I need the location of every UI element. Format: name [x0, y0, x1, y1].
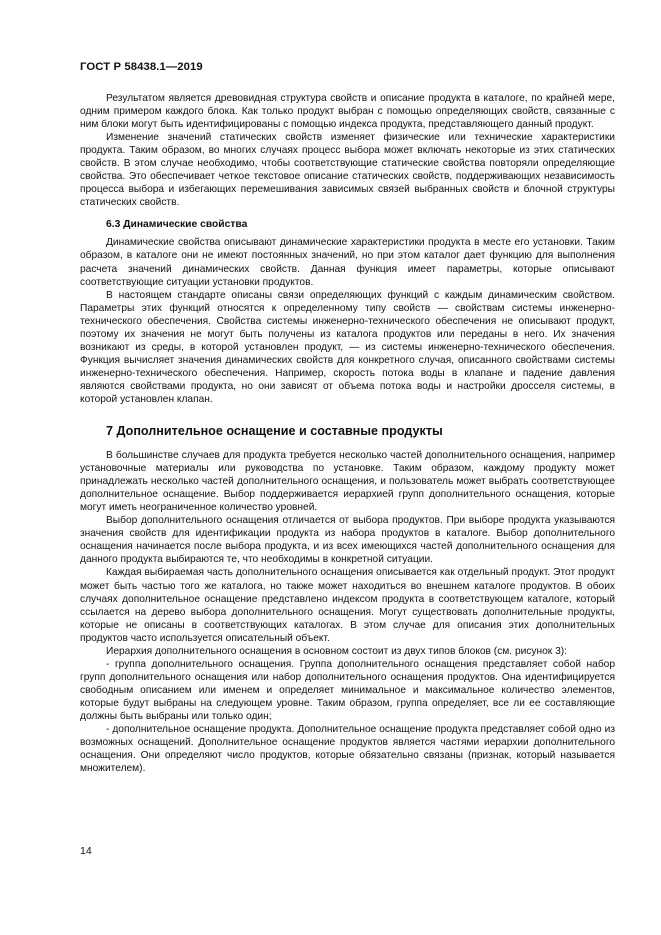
- page-content: [80, 92, 615, 775]
- list-item: - группа дополнительного оснащения. Группа дополнительного оснащения представляет собой набор групп дополнительного оснащения или набор дополнительного оснащения продуктов. Она идентифицируется свободным описанием или именем и определяет минимальное и максимальное количество элементов, которые будут выбраны на следующем уровне. Таким образом, группа определяет, все ли ее составляющие должны быть выбраны или только один;: [80, 658, 615, 722]
- paragraph: Изменение значений статических свойств изменяет физические или технические характеристики продукта. Таким образом, во многих случаях процесс выбора может включать некоторые из этих статических свойств. В этом случае необходимо, чтобы соответствующие статические свойства повторяли определяющие свойства. Это обеспечивает четкое текстовое описание статических свойств, поддерживающих независимость процесса выбора и избегающих перемешивания зависимых связей выбранных свойств и блочной структуры статических свойств.: [80, 132, 615, 209]
- paragraph: В большинстве случаев для продукта требуется несколько частей дополнительного оснащения, например установочные материалы или руководства по установке. Таким образом, каждому продукту может принадлежать несколько частей дополнительного оснащения, и пользователь может выбрать соответствующее дополнительное оснащение. Выбор поддерживается иерархией групп дополнительного оснащения, которые могут иметь неограниченное количество уровней.: [80, 450, 615, 514]
- page-number: 14: [80, 845, 92, 857]
- document-header: ГОСТ Р 58438.1—2019: [80, 61, 203, 73]
- paragraph: Результатом является древовидная структура свойств и описание продукта в каталоге, по крайней мере, одним примером каждого блока. Как только продукт выбран с помощью определяющих свойств, связанные с ним блоки могут быть идентифицированы с помощью индекса продукта, представляющего данный продукт.: [80, 93, 615, 131]
- section-heading-6-3: 6.3 Динамические свойства: [106, 219, 248, 231]
- paragraph: Динамические свойства описывают динамические характеристики продукта в месте его установки. Таким образом, в каталоге они не имеют постоянных значений, но при этом каталог дает функцию для выполнения расчета значений динамических свойств. Данная функция имеет параметры, которые описывают соответствующие ситуации установки продуктов.: [80, 237, 615, 288]
- paragraph: Каждая выбираемая часть дополнительного оснащения описывается как отдельный продукт. Этот продукт может быть частью того же каталога, но также может находиться во внешнем каталоге продуктов. В обоих случаях дополнительное оснащение представлено индексом продукта в соответствующем каталоге, который ссылается на дерево выбора дополнительного оснащения. Могут существовать дополнительные продукты, которые не описаны в соответствующих каталогах. В этом случае для описания этих дополнительных продуктов часто используется описательный объект.: [80, 567, 615, 644]
- list-item: - дополнительное оснащение продукта. Дополнительное оснащение продукта представляет собой одно из возможных оснащений. Дополнительное оснащение продуктов является частями иерархии дополнительного оснащения. Они определяют число продуктов, которые обязательно связаны (признак, который называется множителем).: [80, 724, 615, 775]
- paragraph: Выбор дополнительного оснащения отличается от выбора продуктов. При выборе продукта указываются значения свойств для идентификации продукта из набора продуктов в каталоге. Выбор дополнительного оснащения начинается после выбора продукта, и из всех имеющихся частей дополнительного оснащения для данного продукта выбираются те, что необходимы в конкретной ситуации.: [80, 515, 615, 566]
- section-heading-7: 7 Дополнительное оснащение и составные продукты: [106, 424, 443, 439]
- paragraph: В настоящем стандарте описаны связи определяющих функций с каждым динамическим свойством. Параметры этих функций относятся к определенному типу свойств — свойствам системы инженерно-технического обеспечения. Свойства системы инженерно-технического обеспечения не описывают продукт, поэтому их значения не могут быть получены из каталога продуктов или переданы в него. Их значения возникают из среды, в которой установлен продукт, — из системы инженерно-технического обеспечения. Функция вычисляет значения динамических свойств для конкретного случая, описанного свойствами системы инженерно-технического обеспечения. Например, скорость потока воды в клапане и падение давления являются свойствами продукта, но они зависят от объема потока воды и настройки дросселя системы, в которой установлен клапан.: [80, 289, 615, 405]
- paragraph: Иерархия дополнительного оснащения в основном состоит из двух типов блоков (см. рисунок 3):: [106, 645, 567, 657]
